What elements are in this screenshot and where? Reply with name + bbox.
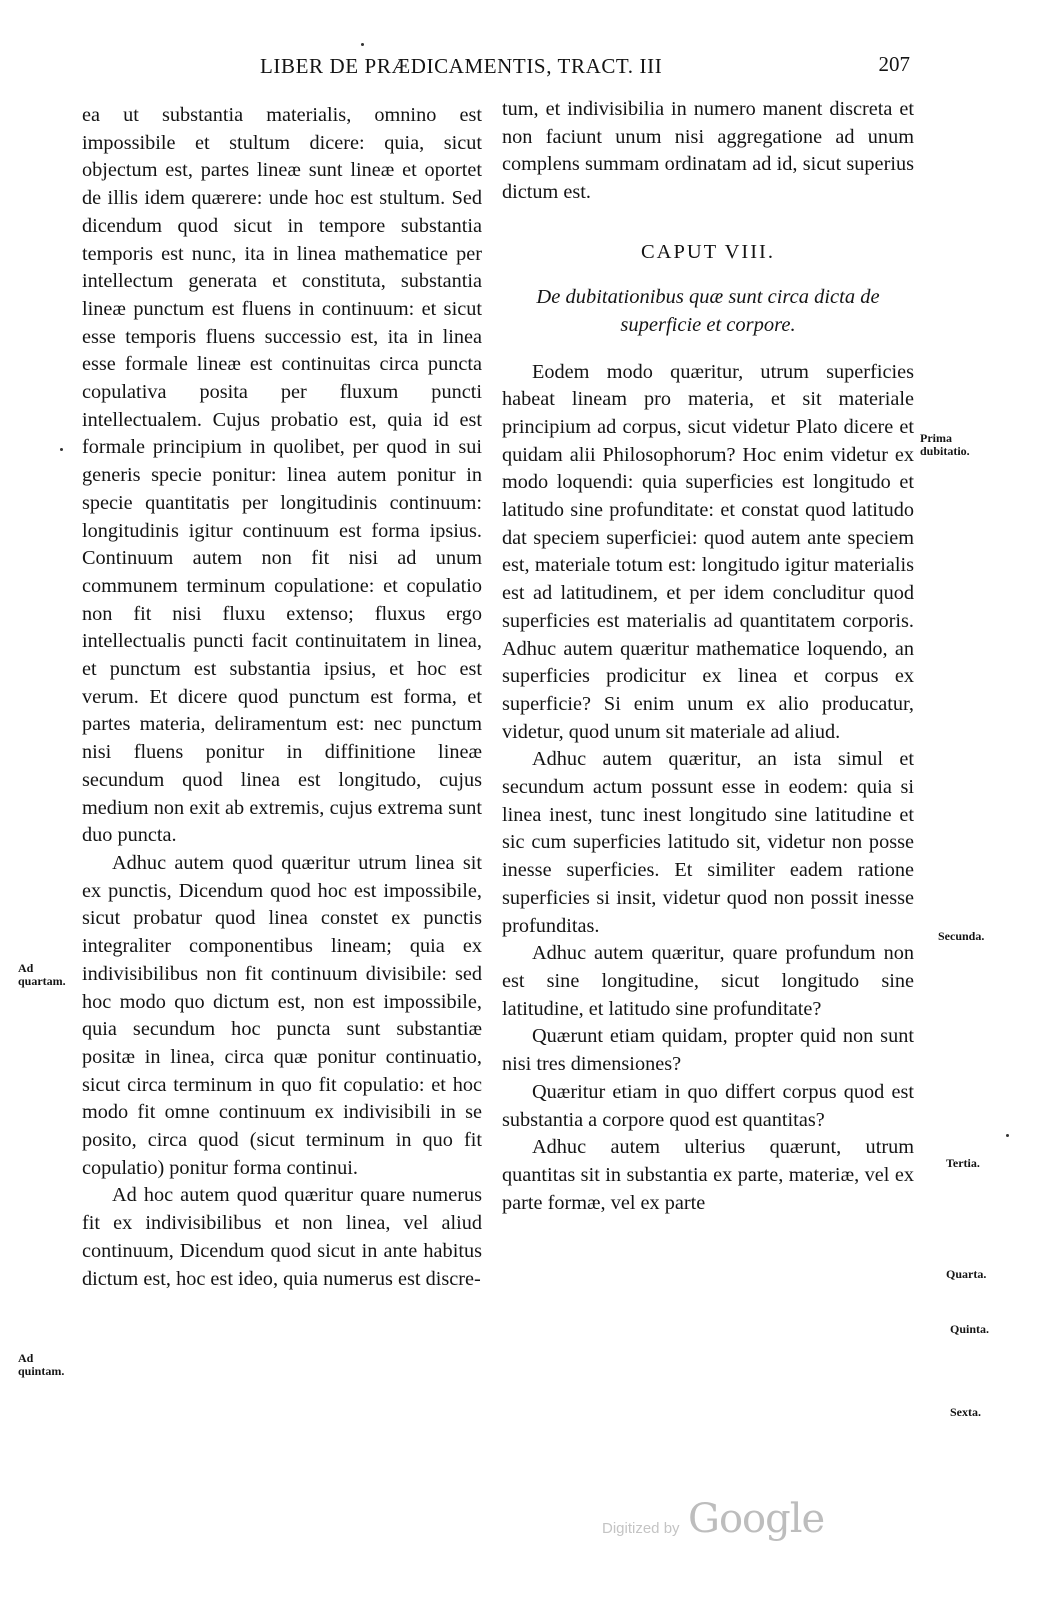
running-header	[250, 54, 910, 88]
margin-note-prima-dubitatio: Prima dubitatio.	[920, 431, 970, 458]
paragraph: ea ut substantia materialis, omnino est impossibile et stultum dicere: quia, sicut objectum est, partes lineæ sunt lineæ et oportet de illis idem quærere: unde hoc est stultum. Sed dicendum quod sicut in tempore substantia temporis est nunc, ita in linea mathematice per intellectum generata et constituta, substantia lineæ punctum est fluens in continuum: et sicut esse temporis fluens successio est, ita in linea esse formale lineæ est continuitas circa puncta copulativa posita per fluxum puncti intellectualem. Cujus probatio est, quia id est formale principium in quolibet, per quod in sui generis specie ponitur: linea autem ponitur in specie quantitatis per longitudinis continuum: longitudinis igitur continuum est forma ipsius. Continuum autem non fit nisi ad unum communem terminum copulatione: et copulatio non fit nisi fluxu extenso; fluxus ergo intellectualis puncti facit continuitatem in linea, et punctum est substantia ipsius, et hoc est verum. Et dicere quod punctum est forma, et partes materia, deliramentum est: nec punctum nisi fluens ponitur in diffinitione lineæ secundum quod linea est longitudo, cujus medium non exit ab extremis, cujus extrema sunt duo puncta.	[82, 104, 482, 847]
google-logo: Google	[688, 1496, 825, 1542]
margin-note-quinta: Quinta.	[950, 1322, 990, 1336]
paragraph: Adhuc autem ulterius quærunt, utrum quantitas sit in substantia ex parte, materiæ, vel ex parte formæ, vel ex parte	[502, 1136, 914, 1214]
left-column	[82, 102, 482, 1293]
margin-note-secunda: Secunda.	[938, 929, 985, 943]
chapter-subtitle: De dubitationibus quæ sunt circa dicta de superficie et corpore.	[536, 285, 880, 336]
digitized-label: Digitized by	[602, 1520, 680, 1537]
chapter-title: CAPUT VIII.	[641, 240, 775, 263]
margin-note-tertia: Tertia.	[946, 1156, 980, 1170]
margin-note-ad-quartam: Ad quartam.	[18, 961, 66, 988]
paragraph: Adhuc autem quæritur, an ista simul et secundum actum possunt esse in eodem: quia si linea inest, tunc inest longitudo sine latitudine et sic cum superficies latitudo sit, videtur non posse inesse superficies. Et similiter eadem ratione superficies si insit, videtur quod non possit inesse profunditas.	[502, 748, 914, 937]
paragraph: Ad hoc autem quod quæritur quare numerus fit ex indivisibilibus et non linea, vel aliud continuum, Dicendum quod sicut in ante habitus dictum est, hoc est ideo, quia numerus est discre-	[82, 1184, 482, 1290]
print-speck	[60, 448, 63, 451]
print-speck	[361, 43, 364, 46]
running-title: LIBER DE PRÆDICAMENTIS, TRACT. III	[260, 54, 663, 78]
paragraph: Adhuc autem quæritur, quare profundum non est sine longitudine, sicut longitudo sine latitudine, et latitudo sine profunditate?	[502, 942, 914, 1020]
paragraph: Eodem modo quæritur, utrum superficies habeat lineam pro materia, et sit materiale principium ad corpus, sicut videtur Plato dicere et quidam alii Philosophorum? Hoc enim videtur ex modo loquendi: quia superficies est longitudo et latitudo sine profunditate: et constat quod latitudo dat speciem superficiei: quod autem ante speciem est, materiale totum est: longitudo igitur materialis est ad latitudinem, et per idem concluditur quod superficies est materialis ad quantitatem corporis. Adhuc autem quæritur mathematice loquendo, an superficies prodicitur ex linea et corpus ex superficie? Si enim unum ex alio producatur, videtur, quod unum sit materiale ad aliud.	[502, 360, 914, 743]
margin-note-sexta: Sexta.	[950, 1405, 981, 1419]
digitized-by-google-watermark	[600, 1496, 860, 1552]
margin-note-ad-quintam: Ad quintam.	[18, 1351, 65, 1378]
paragraph: Quæritur etiam in quo differt corpus quod est substantia a corpore quod est quantitas?	[502, 1080, 914, 1131]
right-column	[502, 96, 914, 1217]
paragraph: Quærunt etiam quidam, propter quid non sunt nisi tres dimensiones?	[502, 1025, 914, 1076]
margin-note-quarta: Quarta.	[946, 1267, 987, 1281]
page-number: 207	[878, 52, 910, 76]
paragraph: Adhuc autem quod quæritur utrum linea sit ex punctis, Dicendum quod hoc est impossibile, sicut probatur quod linea constet ex punctis integraliter componentibus lineam; quia ex indivisibilibus non fit continuum divisibile: sed hoc modo quo dictum est, non est impossibile, quia secundum hoc puncta sunt substantiæ positæ in linea, circa quæ ponitur continuatio, sicut circa terminum in quo fit copulatio: et hoc modo fit omne continuum ex indivisibili in se posito, circa quod (sicut terminum in quo fit copulatio) ponitur forma continui.	[82, 851, 482, 1179]
print-speck	[1006, 1134, 1009, 1137]
paragraph: tum, et indivisibilia in numero manent discreta et non faciunt unum nisi aggregatione ad unum complens summam ordinatam ad id, sicut superius dictum est.	[502, 98, 914, 204]
